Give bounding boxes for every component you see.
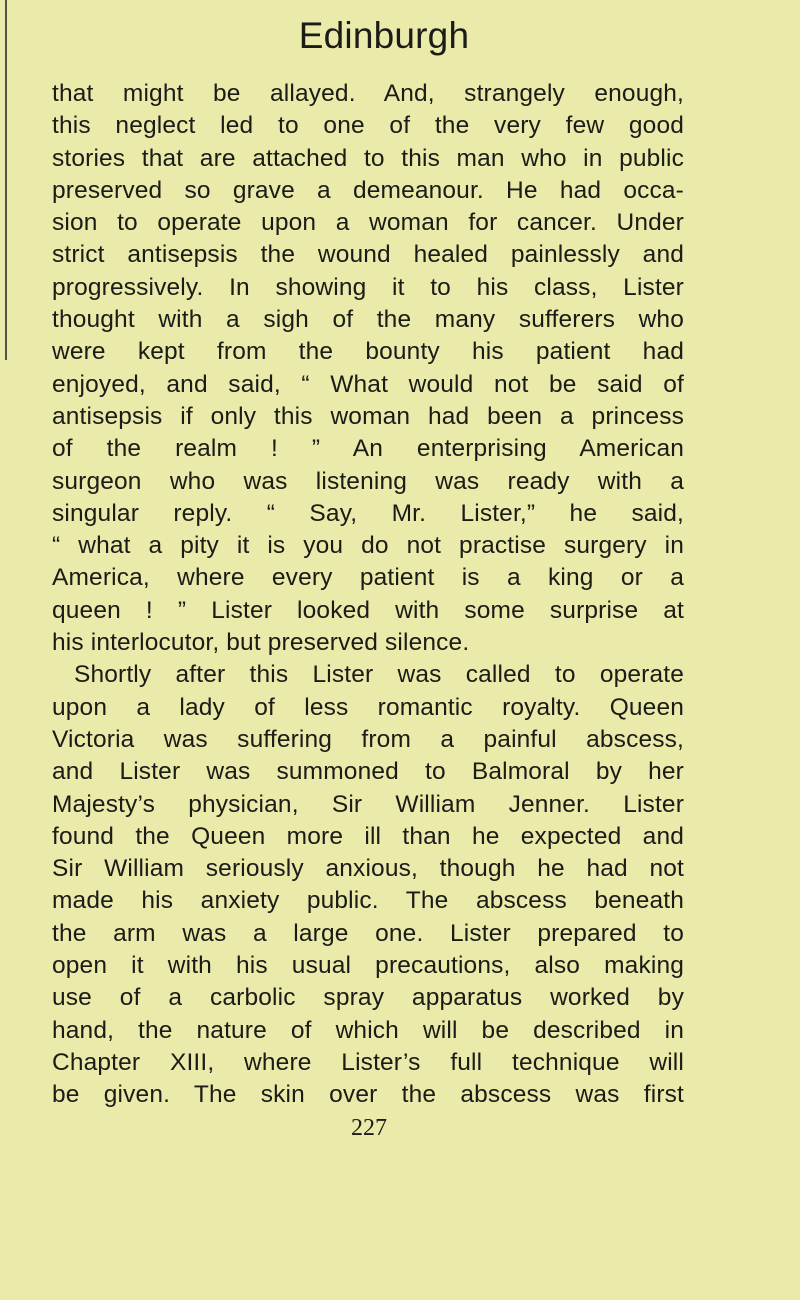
text-line: be given. The skin over the abscess was first	[52, 1081, 684, 1109]
text-line: Victoria was suffering from a painful abscess,	[52, 725, 684, 753]
text-line: his interlocutor, but preserved silence.	[52, 629, 470, 657]
text-line: enjoyed, and said, “ What would not be said of	[52, 370, 684, 398]
page-edge-line	[5, 0, 7, 360]
page-number: 227	[351, 1114, 387, 1141]
text-line: Shortly after this Lister was called to operate	[74, 661, 684, 689]
text-line: found the Queen more ill than he expected and	[52, 822, 684, 850]
text-line: “ what a pity it is you do not practise surgery in	[52, 532, 684, 560]
text-line: progressively. In showing it to his class, Lister	[52, 273, 684, 301]
text-line: open it with his usual precautions, also making	[52, 952, 684, 980]
text-line: queen ! ” Lister looked with some surprise at	[52, 596, 684, 624]
text-line: sion to operate upon a woman for cancer. Under	[52, 209, 684, 237]
text-line: preserved so grave a demeanour. He had occa-	[52, 176, 684, 204]
text-line: Majesty’s physician, Sir William Jenner. Lister	[52, 790, 684, 818]
text-line: that might be allayed. And, strangely enough,	[52, 80, 684, 107]
running-head: Edinburgh	[298, 15, 470, 56]
text-line: Sir William seriously anxious, though he had not	[52, 855, 684, 883]
text-line: use of a carbolic spray apparatus worked by	[52, 984, 684, 1012]
book-page	[52, 14, 684, 1142]
text-line: hand, the nature of which will be described in	[52, 1016, 684, 1044]
text-line: surgeon who was listening was ready with a	[52, 467, 684, 495]
text-line: this neglect led to one of the very few good	[52, 112, 684, 140]
text-line: of the realm ! ” An enterprising American	[52, 435, 684, 463]
text-line: upon a lady of less romantic royalty. Queen	[52, 693, 684, 721]
text-line: were kept from the bounty his patient had	[52, 338, 684, 366]
text-line: stories that are attached to this man who in public	[52, 144, 684, 172]
body-text	[52, 78, 684, 1112]
text-line: singular reply. “ Say, Mr. Lister,” he said,	[52, 499, 684, 527]
text-line: thought with a sigh of the many sufferers who	[52, 306, 684, 334]
text-line: made his anxiety public. The abscess beneath	[52, 887, 684, 915]
text-line: the arm was a large one. Lister prepared to	[52, 919, 684, 947]
text-line: Chapter XIII, where Lister’s full technique will	[52, 1048, 684, 1076]
text-line: antisepsis if only this woman had been a princess	[52, 402, 684, 430]
text-line: and Lister was summoned to Balmoral by her	[52, 758, 684, 786]
text-line: America, where every patient is a king or a	[52, 564, 684, 592]
text-line: strict antisepsis the wound healed painlessly and	[52, 241, 684, 269]
